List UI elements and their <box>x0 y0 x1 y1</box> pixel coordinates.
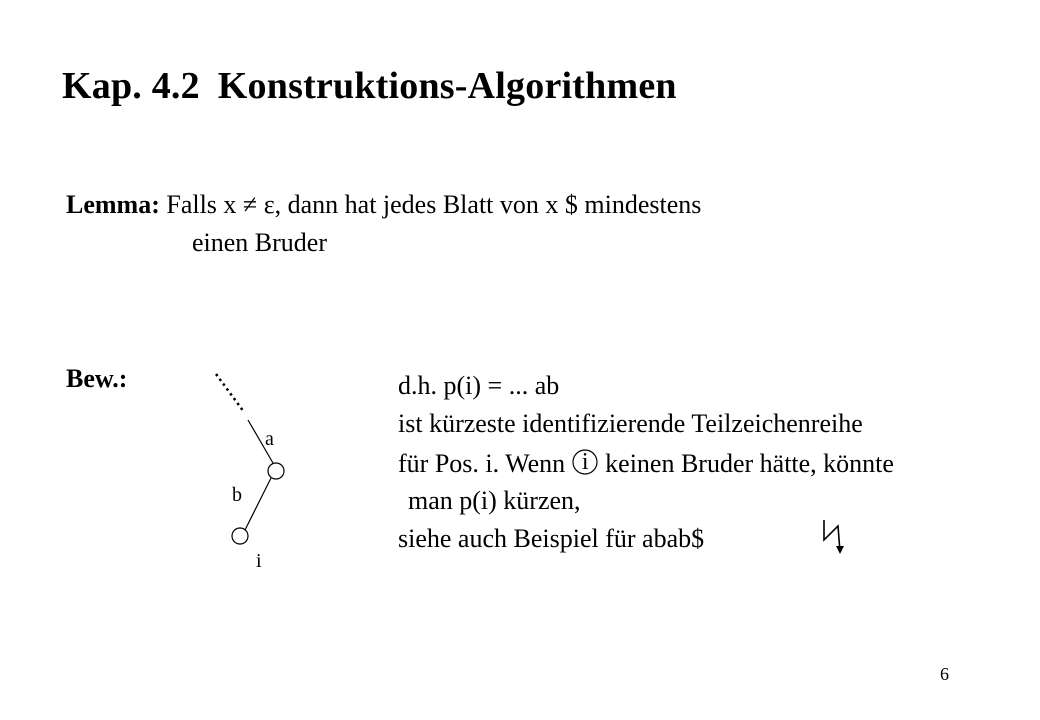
tree-inner-node <box>268 463 284 479</box>
dotted-ancestor-path <box>216 374 244 412</box>
proof-line-2: ist kürzeste identifizierende Teilzeichenreihe <box>398 409 863 438</box>
tree-edge-label-b: b <box>232 484 242 506</box>
tree-leaf-label: i <box>256 550 262 572</box>
lemma-statement-line1 <box>66 190 701 220</box>
tree-diagram <box>200 360 320 565</box>
proof-line-3-start: für Pos. i. Wenn <box>398 449 566 478</box>
lemma-label: Lemma: <box>66 190 160 219</box>
proof-label: Bew.: <box>66 364 128 393</box>
contradiction-lightning-icon <box>818 518 854 561</box>
lemma-text-line2: einen Bruder <box>192 228 328 257</box>
proof-line-4: man p(i) kürzen, <box>408 486 581 515</box>
title-prefix: Kap. 4.2 <box>62 65 200 107</box>
title-text: Konstruktions-Algorithmen <box>217 65 677 107</box>
proof-line-3 <box>398 448 894 479</box>
proof-line-1: d.h. p(i) = ... ab <box>398 371 560 400</box>
inline-node-label: i <box>581 449 589 475</box>
tree-edge-b <box>245 478 271 530</box>
inline-leaf-node <box>571 448 599 476</box>
page-number: 6 <box>940 664 949 684</box>
tree-leaf-node <box>232 528 248 544</box>
tree-edge-label-a: a <box>265 428 274 450</box>
page-title <box>62 64 677 108</box>
proof-line-3-end: keinen Bruder hätte, könnte <box>605 449 894 478</box>
lemma-text-line1: Falls x ≠ ε, dann hat jedes Blatt von x $ mindestens <box>166 190 702 219</box>
tree-svg <box>200 360 320 560</box>
proof-line-5: siehe auch Beispiel für abab$ <box>398 524 705 553</box>
